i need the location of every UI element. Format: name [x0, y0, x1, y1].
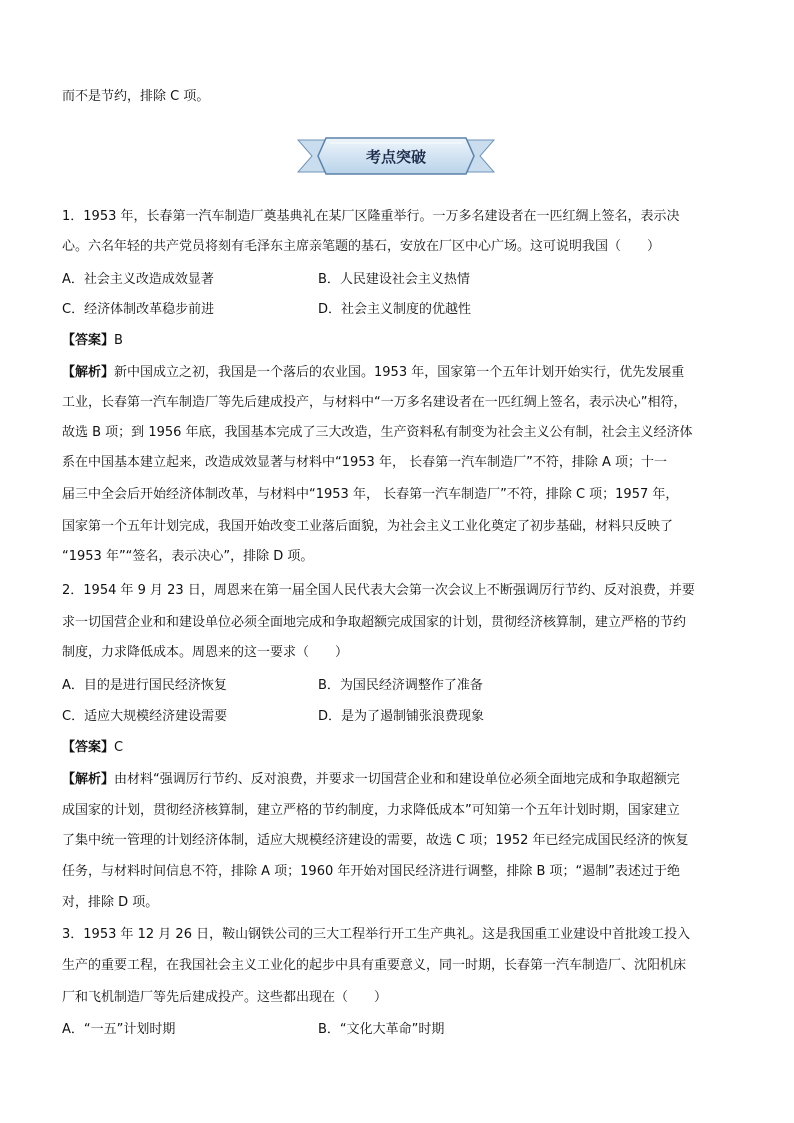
q3-stem-line-2: 生产的重要工程，在我国社会主义工业化的起步中具有重要意义，同一时期，长春第一汽车制造厂、沈阳机床	[62, 958, 687, 973]
q2-answer-tag: 【答案】	[62, 740, 115, 755]
q2-analysis-text-1: 由材料“强调厉行节约、反对浪费，并要求一切国营企业和和建设单位必须全面地完成和争取超额完	[114, 772, 680, 787]
q2-stem-line-1: 2．1954 年 9 月 23 日，周恩来在第一届全国人民代表大会第一次会议上不断强调厉行节约、反对浪费，并要	[62, 583, 695, 598]
q2-option-c: C．适应大规模经济建设需要	[62, 709, 228, 724]
q1-analysis-line-2: 工业，长春第一汽车制造厂等先后建成投产，与材料中“一万多名建设者在一匹红绸上签名，表示决心”相符，	[62, 395, 687, 410]
q1-stem-line-2: 心。六名年轻的共产党员将刻有毛泽东主席亲笔题的基石，安放在厂区中心广场。这可说明我国（ ）	[62, 239, 661, 254]
q3-option-b: B．“文化大革命”时期	[318, 1022, 445, 1037]
q1-option-a: A．社会主义改造成效显著	[62, 272, 214, 287]
q3-option-a: A．“一五”计划时期	[62, 1022, 176, 1037]
q1-analysis-line-4: 系在中国基本建立起来，改造成效显著与材料中“1953 年， 长春第一汽车制造厂”不符，排除 A 项；十一	[62, 455, 667, 470]
q1-analysis-line-3: 故选 B 项；到 1956 年底，我国基本完成了三大改造，生产资料私有制变为社会主义公有制，社会主义经济体	[62, 425, 693, 440]
q2-option-a: A．目的是进行国民经济恢复	[62, 678, 227, 693]
q1-stem-line-1: 1．1953 年，长春第一汽车制造厂奠基典礼在某厂区隆重举行。一万多名建设者在一匹红绸上签名，表示决	[62, 209, 680, 224]
q2-analysis-line-5: 对，排除 D 项。	[62, 895, 159, 910]
q2-analysis-line-1	[62, 771, 734, 789]
q1-answer	[62, 332, 734, 350]
q1-answer-value: B	[114, 333, 123, 348]
banner-label: 考点突破	[365, 148, 427, 166]
q2-answer-value: C	[114, 740, 124, 755]
q2-analysis-tag: 【解析】	[62, 772, 115, 787]
q1-analysis-text-1: 新中国成立之初，我国是一个落后的农业国。1953 年，国家第一个五年计划开始实行，优先发展重	[114, 365, 685, 380]
q2-analysis-line-3: 了集中统一管理的计划经济体制，适应大规模经济建设的需要，故选 C 项；1952 年已经完成国民经济的恢复	[62, 833, 689, 848]
q3-stem-line-3: 厂和飞机制造厂等先后建成投产。这些都出现在（ ）	[62, 990, 388, 1005]
q1-option-c: C．经济体制改革稳步前进	[62, 302, 215, 317]
q2-answer	[62, 739, 734, 757]
q1-analysis-tag: 【解析】	[62, 365, 115, 380]
q3-stem-line-1: 3．1953 年 12 月 26 日，鞍山钢铁公司的三大工程举行开工生产典礼。这是我国重工业建设中首批竣工投入	[62, 927, 691, 942]
q1-answer-tag: 【答案】	[62, 333, 115, 348]
q1-analysis-line-1	[62, 364, 734, 382]
intro-tail-text: 而不是节约，排除 C 项。	[62, 89, 210, 104]
q2-stem-line-3: 制度，力求降低成本。周恩来的这一要求（ ）	[62, 645, 349, 660]
q1-option-b: B．人民建设社会主义热情	[318, 272, 470, 287]
q2-analysis-line-4: 任务，与材料时间信息不符，排除 A 项；1960 年开始对国民经济进行调整，排除 B 项；“遏制”表述过于绝	[62, 864, 681, 879]
q2-option-b: B．为国民经济调整作了准备	[318, 678, 483, 693]
q2-option-d: D．是为了遏制铺张浪费现象	[318, 709, 485, 724]
q1-option-d: D．社会主义制度的优越性	[318, 302, 472, 317]
q1-analysis-line-5: 届三中全会后开始经济体制改革，与材料中“1953 年， 长春第一汽车制造厂”不符，排除 C 项；1957 年，	[62, 487, 679, 502]
q1-analysis-line-6: 国家第一个五年计划完成，我国开始改变工业落后面貌，为社会主义工业化奠定了初步基础，材料只反映了	[62, 519, 674, 534]
q1-analysis-line-7: “1953 年”“签名，表示决心”，排除 D 项。	[62, 549, 314, 564]
q2-analysis-line-2: 成国家的计划，贯彻经济核算制，建立严格的节约制度，力求降低成本”可知第一个五年计划时期，国家建立	[62, 803, 680, 818]
q2-stem-line-2: 求一切国营企业和和建设单位必须全面地完成和争取超额完成国家的计划，贯彻经济核算制，建立严格的节约	[62, 615, 687, 630]
section-banner	[296, 134, 496, 178]
